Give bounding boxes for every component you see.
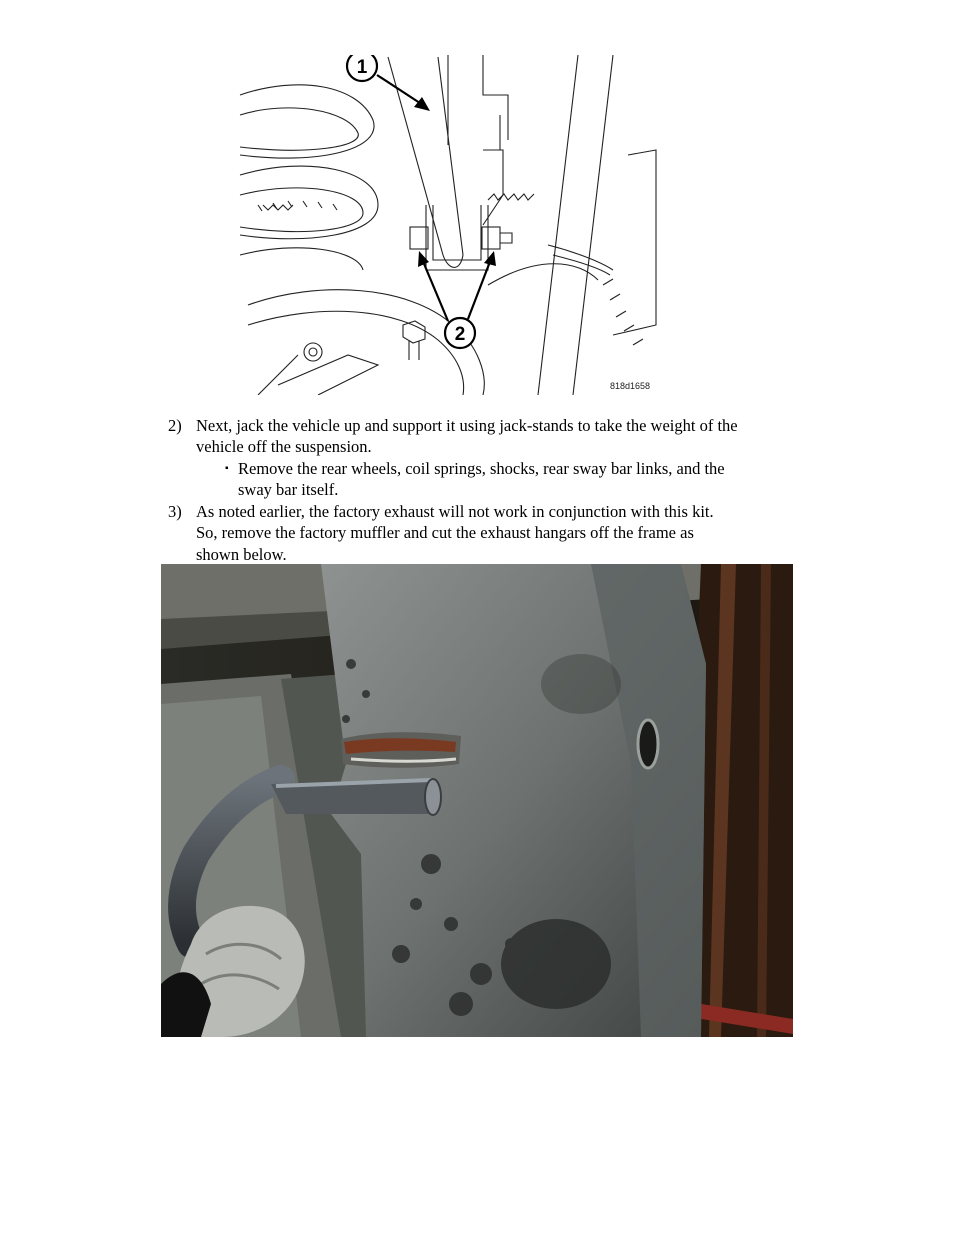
suspension-line-drawing-icon <box>238 55 660 395</box>
frame-rail-cut-hangers-photo-icon <box>161 564 793 1037</box>
step-text-line: As noted earlier, the factory exhaust will not work in conjunction with this kit. <box>196 502 714 521</box>
suspension-diagram <box>238 55 660 395</box>
step-text-line: So, remove the factory muffler and cut the exhaust hangars off the frame as <box>196 523 694 542</box>
svg-text:2: 2 <box>454 324 466 345</box>
step-text-line: Next, jack the vehicle up and support it using jack-stands to take the weight of the <box>196 416 738 435</box>
bullet-text-line: Remove the rear wheels, coil springs, shocks, rear sway bar links, and the <box>238 459 725 478</box>
bullet-square-icon: ▪ <box>225 463 229 474</box>
bullet-text-line: sway bar itself. <box>238 480 339 499</box>
step-number: 2) <box>168 416 182 435</box>
step-text-line: shown below. <box>196 545 287 564</box>
svg-text:1: 1 <box>356 57 368 78</box>
frame-photo <box>161 564 793 1037</box>
step-text-line: vehicle off the suspension. <box>196 437 372 456</box>
svg-text:818d1658: 818d1658 <box>610 381 651 391</box>
step-number: 3) <box>168 502 182 521</box>
